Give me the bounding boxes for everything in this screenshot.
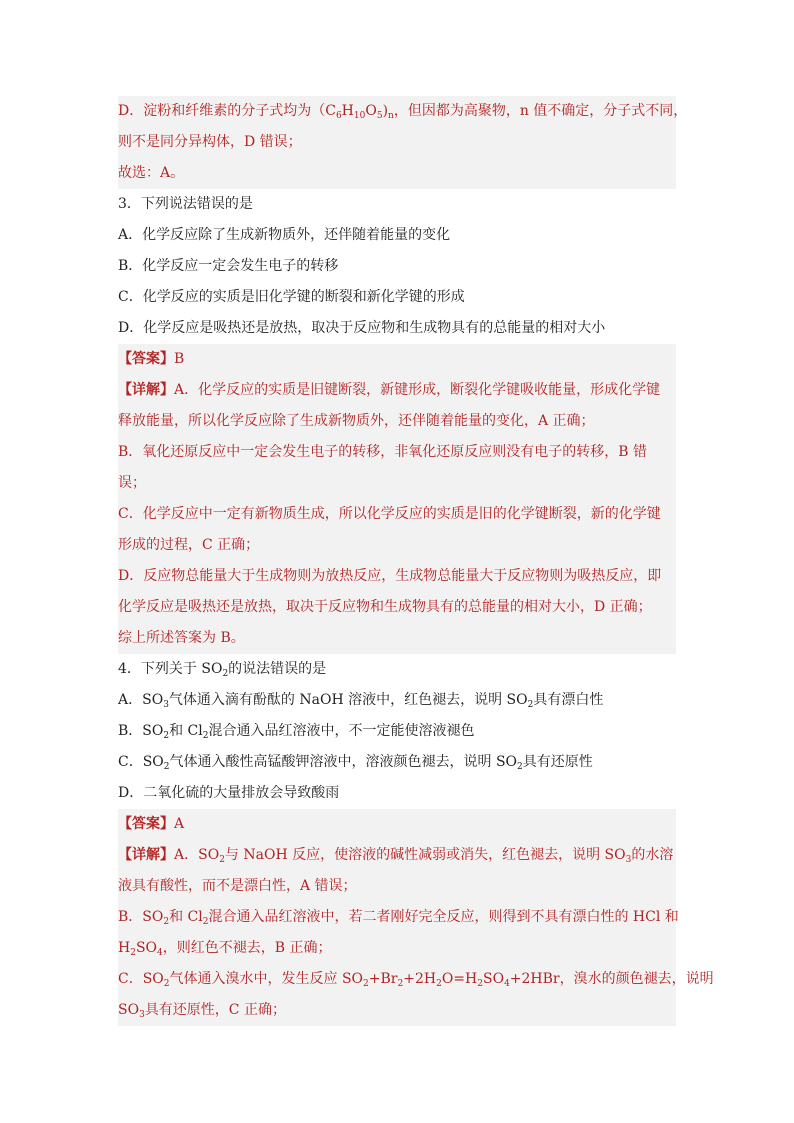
document-page: [118, 96, 714, 1026]
subscript: 2: [363, 979, 369, 989]
q4-explanation-line5: [118, 964, 714, 995]
q3-answer: [118, 344, 676, 375]
q3-option-c: C．化学反应的实质是旧化学键的断裂和新化学键的形成: [118, 289, 465, 305]
q4-answer: [118, 809, 676, 840]
q3-explanation-line6: 形成的过程，C 正确；: [118, 530, 676, 561]
answer-value: A: [174, 816, 185, 832]
subscript: 6: [335, 111, 342, 121]
q4-option-a: [118, 685, 676, 716]
text-run: O=H: [441, 971, 478, 987]
detail-tag: 【详解】: [118, 382, 174, 398]
text-run: C．SO: [118, 971, 164, 987]
q2-explanation-d-line1: [118, 96, 688, 127]
q4-stem: [118, 654, 676, 685]
subscript: 2: [477, 979, 483, 989]
q2-explanation-d-line2: 则不是同分异构体，D 错误；: [118, 127, 676, 158]
text-run: A．化学反应的实质是旧键断裂，新键形成，断裂化学键吸收能量，形成化学键: [174, 382, 661, 398]
text-run: 的说法错误的是: [228, 661, 327, 677]
subscript: 2: [222, 669, 229, 679]
q3-explanation-line4: 误；: [118, 468, 676, 499]
text-run: SO: [135, 940, 158, 956]
text-run: H: [118, 940, 131, 956]
subscript: 3: [163, 700, 169, 710]
q4-explanation-line4: [118, 933, 676, 964]
subscript: 2: [527, 700, 534, 710]
text-run: 具有漂白性: [533, 692, 604, 708]
text-run: C．SO: [118, 754, 164, 770]
q4-explanation-line6: [118, 995, 676, 1026]
q3-conclusion: 综上所述答案为 B。: [118, 623, 676, 654]
q4-explanation-line3: [118, 902, 679, 933]
answer-value: B: [174, 351, 185, 367]
text-run: 气体通入滴有酚酞的 NaOH 溶液中，红色褪去，说明 SO: [168, 692, 528, 708]
text-run: 的水溶: [631, 847, 674, 863]
subscript: 2: [397, 979, 404, 989]
answer-tag: 【答案】: [118, 351, 174, 367]
q4-explanation-line1: [118, 840, 676, 871]
q3-stem: 3．下列说法错误的是: [118, 196, 253, 212]
text-run: +2H: [403, 971, 437, 987]
subscript: 2: [130, 948, 136, 958]
text-run: 和 Cl: [169, 909, 203, 925]
subscript: 4: [157, 948, 163, 958]
text-run: O: [365, 103, 377, 119]
subscript: 10: [353, 111, 366, 121]
q4-option-c: [118, 747, 676, 778]
answer-tag: 【答案】: [118, 816, 174, 832]
detail-tag: 【详解】: [118, 847, 174, 863]
q3-explanation-line7: D．反应物总能量大于生成物则为放热反应，生成物总能量大于反应物则为吸热反应，即: [118, 561, 676, 592]
text-run: B．SO: [118, 723, 164, 739]
q4-option-d: D．二氧化硫的大量排放会导致酸雨: [118, 785, 340, 801]
text-run: A．SO: [174, 847, 220, 863]
q3-explanation-line2: 释放能量，所以化学反应除了生成新物质外，还伴随着能量的变化，A 正确；: [118, 406, 676, 437]
q2-conclusion: 故选：A。: [118, 158, 676, 189]
text-run: +Br: [368, 971, 398, 987]
q4-explanation-line2: 液具有酸性，而不是漂白性，A 错误；: [118, 871, 676, 902]
subscript: 2: [219, 855, 225, 865]
text-run: ，但因都为高聚物，n 值不确定，分子式不同，: [393, 103, 688, 119]
subscript: 2: [163, 917, 170, 927]
q3-option-d: D．化学反应是吸热还是放热，取决于反应物和生成物具有的总能量的相对大小: [118, 320, 606, 336]
q3-explanation-line5: C．化学反应中一定有新物质生成，所以化学反应的实质是旧的化学键断裂，新的化学键: [118, 499, 676, 530]
q3-option-a: A．化学反应除了生成新物质外，还伴随着能量的变化: [118, 227, 451, 243]
text-run: SO: [482, 971, 505, 987]
subscript: 3: [625, 855, 632, 865]
subscript: n: [388, 111, 394, 121]
text-run: 和 Cl: [169, 723, 203, 739]
text-run: B．SO: [118, 909, 164, 925]
subscript: 2: [163, 731, 170, 741]
q3-explanation-line8: 化学反应是吸热还是放热，取决于反应物和生成物具有的总能量的相对大小，D 正确；: [118, 592, 676, 623]
text-run: 混合通入品红溶液中，若二者刚好完全反应，则得到不具有漂白性的 HCl 和: [208, 909, 679, 925]
subscript: 2: [436, 979, 442, 989]
text-run: 具有还原性，C 正确；: [144, 1002, 286, 1018]
text-run: H: [341, 103, 354, 119]
text-run: 气体通入溴水中，发生反应 SO: [169, 971, 364, 987]
subscript: 3: [139, 1010, 145, 1020]
subscript: 2: [202, 917, 209, 927]
text-run: ，则红色不褪去，B 正确；: [162, 940, 332, 956]
text-run: D．淀粉和纤维素的分子式均为（C: [118, 103, 336, 119]
subscript: 2: [163, 979, 170, 989]
subscript: 2: [202, 731, 209, 741]
subscript: 5: [376, 111, 383, 121]
text-run: 具有还原性: [522, 754, 593, 770]
text-run: 与 NaOH 反应，使溶液的碱性减弱或消失，红色褪去，说明 SO: [224, 847, 626, 863]
q4-option-b: [118, 716, 676, 747]
text-run: +2HBr，溴水的颜色褪去，说明: [509, 971, 714, 987]
q3-explanation-line3: B．氧化还原反应中一定会发生电子的转移，非氧化还原反应则没有电子的转移，B 错: [118, 437, 676, 468]
text-run: 气体通入酸性高锰酸钾溶液中，溶液颜色褪去，说明 SO: [169, 754, 518, 770]
text-run: SO: [118, 1002, 140, 1018]
text-run: ): [382, 103, 389, 119]
text-run: A．SO: [118, 692, 164, 708]
q3-explanation-line1: [118, 375, 676, 406]
subscript: 2: [163, 762, 170, 772]
text-run: 混合通入品红溶液中，不一定能使溶液褪色: [208, 723, 475, 739]
subscript: 4: [504, 979, 510, 989]
text-run: 4．下列关于 SO: [118, 661, 223, 677]
q3-option-b: B．化学反应一定会发生电子的转移: [118, 258, 339, 274]
subscript: 2: [517, 762, 523, 772]
